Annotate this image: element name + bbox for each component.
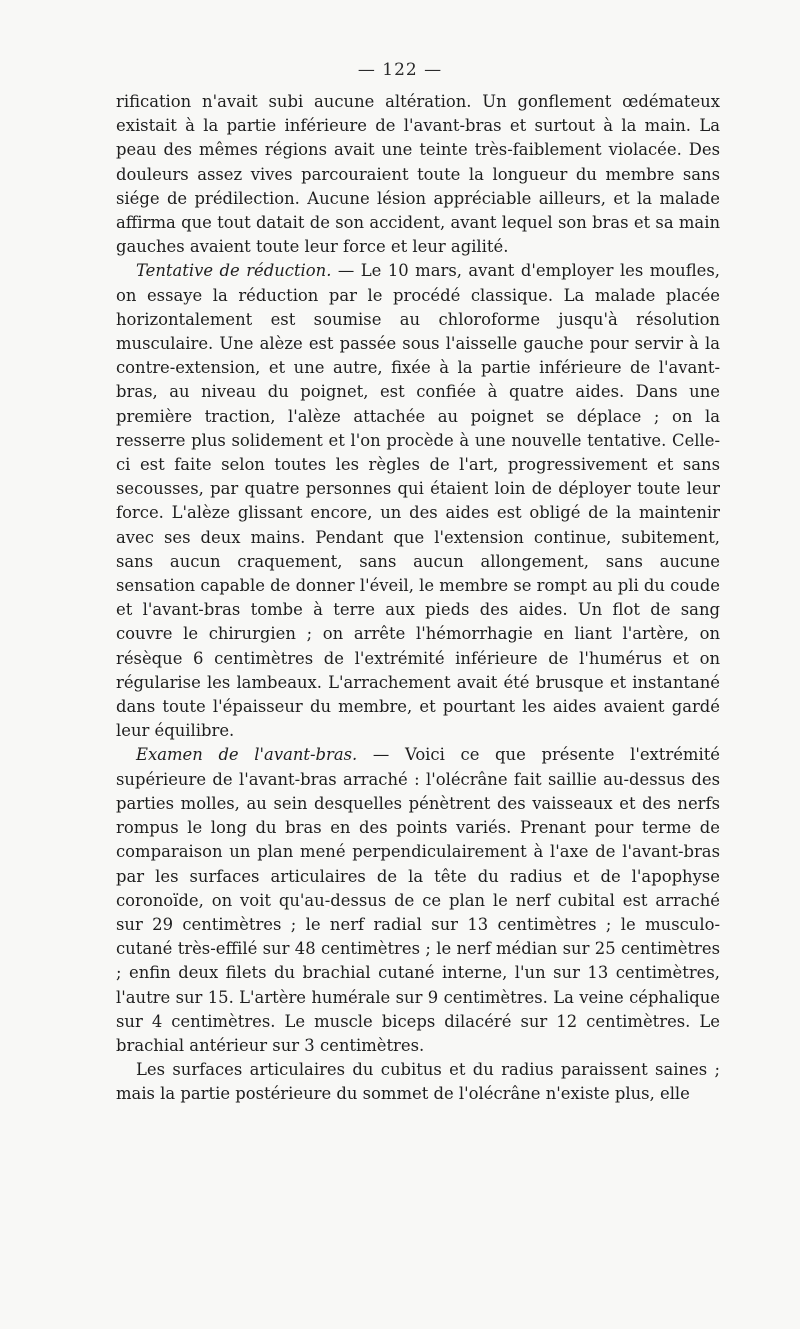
text-segment: — Voici ce que présente l'extrémité supérieure de l'avant-bras arraché : l'olécrâne fait saillie au-dessus des parties molles, au sein desquelles pénètrent des vaisseaux et des nerfs rompus le long du bras en des points variés. Prenant pour terme de comparaison un plan mené perpendiculairement à l'axe de l'avant-bras par les surfaces articulaires de la tête du radius et de l'apophyse coronoïde, on voit qu'au-dessus de ce plan le nerf cubital est arraché sur 29 centimètres ; le nerf radial sur 13 centimètres ; le musculo-cutané très-effilé sur 48 centimètres ; le nerf médian sur 25 centimètres ; enfin deux filets du brachial cutané interne, l'un sur 13 centimètres, l'autre sur 15. L'artère humérale sur 9 centimètres. La veine céphalique sur 4 centimètres. Le muscle biceps dilacéré sur 12 centimètres. Le brachial antérieur sur 3 centimètres. — [116, 745, 720, 1055]
paragraph-tentative-de-reduction — [116, 259, 720, 743]
section-heading-italic: Examen de l'avant-bras. — [136, 745, 358, 765]
text-segment: — Le 10 mars, avant d'employer les moufles, on essaye la réduction par le procédé classique. La malade placée horizontalement est soumise au chloroforme jusqu'à résolution musculaire. Une alèze est passée sous l'aisselle gauche pour servir à la contre-extension, et une autre, fixée à la partie inférieure de l'avant-bras, au niveau du poignet, est confiée à quatre aides. Dans une première traction, l'alèze attachée au poignet se déplace ; on la resserre plus solidement et l'on procède à une nouvelle tentative. Celle-ci est faite selon toutes les règles de l'art, progressivement et sans secousses, par quatre personnes qui étaient loin de déployer toute leur force. L'alèze glissant encore, un des aides est obligé de la maintenir avec ses deux mains. Pendant que l'extension continue, subitement, sans aucun craquement, sans aucun allongement, sans aucune sensation capable de donner l'éveil, le membre se rompt au pli du coude et l'avant-bras tombe à terre aux pieds des aides. Un flot de sang couvre le chirurgien ; on arrête l'hémorrhagie en liant l'artère, on résèque 6 centimètres de l'extrémité inférieure de l'humérus et on régularise les lambeaux. L'arrachement avait été brusque et instantané dans toute l'épaisseur du membre, et pourtant les aides avaient gardé leur équilibre. — [116, 261, 720, 741]
text-segment: rification n'avait subi aucune altération. Un gonflement œdémateux existait à la partie inférieure de l'avant-bras et surtout à la main. La peau des mêmes régions avait une teinte très-faiblement violacée. Des douleurs assez vives parcouraient toute la longueur du membre sans siége de prédilection. Aucune lésion appréciable ailleurs, et la malade affirma que tout datait de son accident, avant lequel son bras et sa main gauches avaient toute leur force et leur agilité. — [116, 92, 720, 257]
paragraph-examen-avant-bras — [116, 743, 720, 1058]
paragraph-surfaces-articulaires — [116, 1058, 720, 1106]
section-heading-italic: Tentative de réduction. — [136, 261, 332, 281]
text-segment: Les surfaces articulaires du cubitus et du radius paraissent saines ; mais la partie postérieure du sommet de l'olécrâne n'existe plus, elle — [116, 1060, 720, 1104]
body-text — [116, 90, 720, 1107]
paragraph-continuation — [116, 90, 720, 259]
page-number: — 122 — — [357, 60, 443, 80]
